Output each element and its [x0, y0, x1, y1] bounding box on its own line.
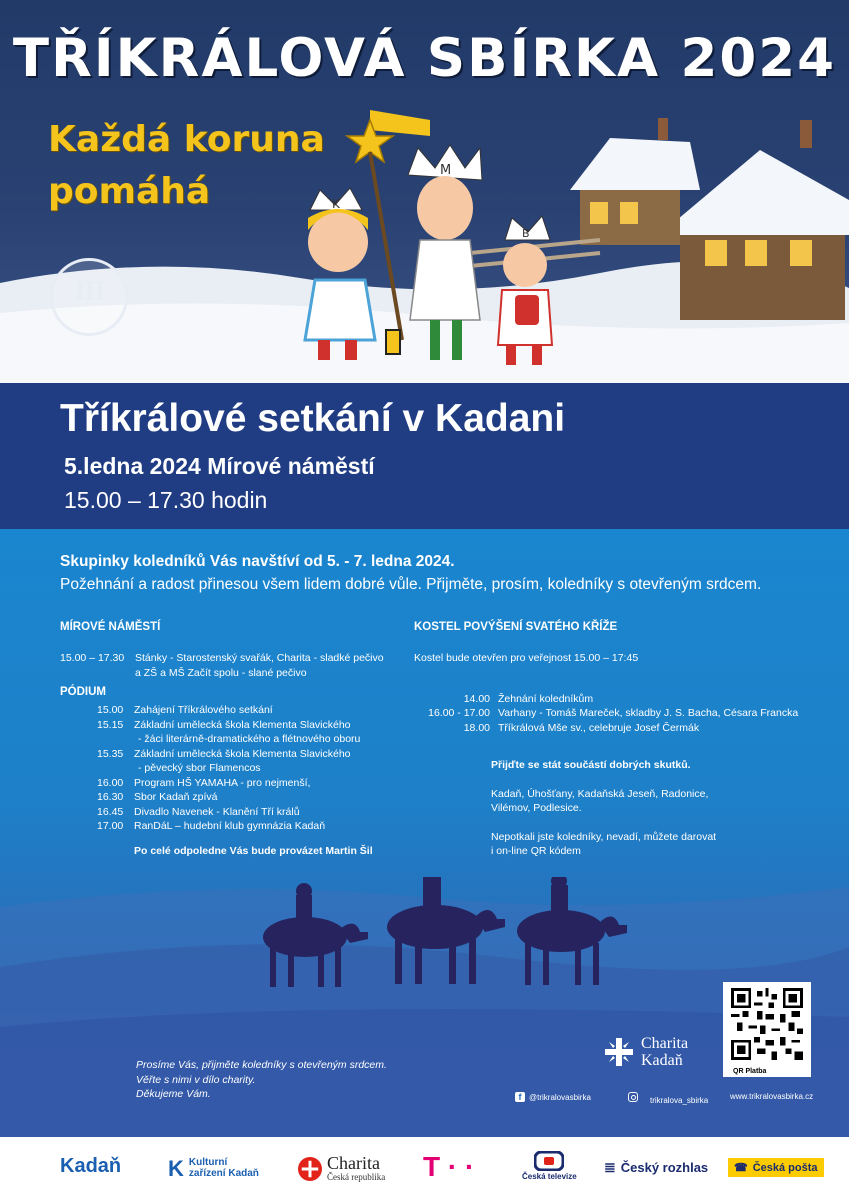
- intro-line-2: Požehnání a radost přinesou všem lidem dobré vůle. Přijměte, prosím, koledníky s otevřeným srdcem.: [60, 576, 762, 593]
- facebook-icon: f: [515, 1092, 525, 1102]
- three-kings-illustration: [290, 90, 849, 383]
- event-title: Tříkrálové setkání v Kadani: [60, 397, 566, 440]
- item-time: 15.00 – 17.30: [60, 652, 125, 664]
- item-text: Základní umělecká škola Klementa Slavického: [134, 718, 351, 731]
- closing-line-1: Prosíme Vás, přijměte koledníky s otevřeným srdcem.: [136, 1059, 387, 1071]
- item-subtext: - pěvecký sbor Flamencos: [138, 762, 261, 774]
- item-text: Zahájení Tříkrálového setkání: [134, 704, 273, 716]
- camel-landscape: [0, 877, 849, 1137]
- charita-cross-icon: [603, 1036, 635, 1068]
- website-url: www.trikralovasbirka.cz: [730, 1092, 814, 1101]
- slogan-line-2: pomáhá: [48, 171, 211, 212]
- list-item: [60, 703, 405, 718]
- lantern-icon: [386, 330, 400, 354]
- sponsor-posta-logo: [728, 1158, 824, 1177]
- item-subtext: - žáci literárně-dramatického a flétnového oboru: [138, 733, 361, 745]
- church-heading: KOSTEL POVÝŠENÍ SVATÉHO KŘÍŽE: [414, 621, 618, 633]
- sponsor-footer: [0, 1137, 849, 1200]
- charita-line-1: Charita: [641, 1035, 689, 1052]
- item-text: Tříkrálová Mše sv., celebruje Josef Čermák: [498, 721, 700, 734]
- poster-header: [0, 0, 849, 383]
- closing-message: [136, 1058, 387, 1102]
- item-text: Sbor Kadaň zpívá: [134, 791, 218, 803]
- item-time: 14.00: [463, 692, 490, 705]
- instagram-icon: [628, 1092, 638, 1102]
- item-text: a ZŠ a MŠ Začít spolu - slané pečivo: [135, 666, 307, 679]
- church-open-note: Kostel bude otevřen pro veřejnost 15.00 – 17:45: [414, 652, 639, 664]
- website-link[interactable]: [730, 1092, 813, 1101]
- sponsor-kadan-logo: [60, 1155, 121, 1178]
- item-text: Žehnání koledníkům: [498, 692, 594, 705]
- list-item: [60, 666, 405, 681]
- item-time: 15.15: [97, 718, 124, 731]
- item-time: 17.00: [97, 820, 124, 832]
- ct-logo-icon: [534, 1151, 564, 1171]
- places-line-1: Kadaň, Úhošťany, Kadaňská Jeseň, Radonice,: [491, 787, 709, 800]
- host-note: Po celé odpoledne Vás bude provázet Martin Šil: [134, 844, 373, 857]
- cottage-right-icon: [665, 120, 849, 320]
- list-item: [60, 805, 405, 820]
- item-text: Základní umělecká škola Klementa Slavického: [134, 747, 351, 760]
- k-mark-icon: K: [168, 1155, 184, 1181]
- three-kings-emblem-icon: III: [73, 277, 105, 307]
- instagram-handle: trikralova_sbirka: [650, 1096, 709, 1105]
- list-item: [60, 718, 405, 733]
- item-time: 16.00 - 17.00: [428, 707, 490, 719]
- item-time: 15.00: [97, 704, 124, 716]
- charita-kadan-logo: [603, 1035, 688, 1069]
- main-title: TŘÍKRÁLOVÁ SBÍRKA 2024: [12, 28, 837, 89]
- sponsor-kulturni-line-2: zařízení Kadaň: [188, 1168, 259, 1179]
- list-item: [60, 651, 405, 666]
- trikralova-sbirka-logo: [50, 258, 128, 336]
- king-m-figure: [408, 145, 482, 360]
- item-time: 16.30: [97, 791, 124, 803]
- list-item: [60, 776, 405, 791]
- host-note-row: [60, 844, 405, 859]
- sponsor-charita-name: Charita: [327, 1153, 380, 1173]
- list-item: [60, 819, 405, 834]
- program-section: [0, 529, 849, 1137]
- sponsor-ct-logo: [522, 1151, 577, 1181]
- list-item: [414, 721, 814, 736]
- item-text: Program HŠ YAMAHA - pro nejmenší,: [134, 776, 311, 789]
- donate-line-1: Nepotkali jste koledníky, nevadí, můžete darovat: [491, 830, 717, 843]
- collection-box-icon: [515, 295, 539, 325]
- sponsor-charita-cr-logo: [298, 1155, 385, 1182]
- crown-letter-m: M: [440, 163, 452, 178]
- instagram-link[interactable]: [628, 1088, 708, 1105]
- qr-payment-code[interactable]: [723, 982, 811, 1077]
- list-item: [414, 692, 814, 707]
- list-item: [60, 732, 405, 747]
- slogan-line-1: Každá koruna: [48, 119, 325, 160]
- list-item: [60, 747, 405, 762]
- call-to-action: Přijďte se stát součástí dobrých skutků.: [491, 759, 691, 771]
- charita-line-2: Kadaň: [641, 1052, 683, 1069]
- list-item: [414, 706, 814, 721]
- crown-letter-b: B: [522, 227, 530, 240]
- king-k-figure: [305, 188, 375, 360]
- slogan: [48, 114, 325, 218]
- item-text: RanDáL – hudební klub gymnázia Kadaň: [134, 820, 326, 832]
- sponsor-posta-text: Česká pošta: [752, 1161, 818, 1174]
- king-b-figure: [498, 216, 552, 365]
- intro-line-1: Skupinky koledníků Vás navštíví od 5. - 7. ledna 2024.: [60, 553, 455, 570]
- event-date-place: 5.ledna 2024 Mírové náměstí: [64, 453, 375, 479]
- event-banner: [0, 383, 849, 529]
- sponsor-charita-sub: Česká republika: [327, 1172, 386, 1182]
- charita-cross-icon: [298, 1157, 322, 1181]
- qr-code-icon: [729, 988, 805, 1060]
- item-text: Varhany - Tomáš Mareček, skladby J. S. Bacha, Césara Francka: [498, 707, 799, 719]
- closing-line-3: Děkujeme Vám.: [136, 1088, 211, 1100]
- closing-line-2: Věřte s nimi v dílo charity.: [136, 1073, 256, 1086]
- sponsor-rozhlas-logo: [604, 1159, 708, 1176]
- sponsor-tmobile-text: T · ·: [423, 1151, 475, 1182]
- square-heading: MÍROVÉ NÁMĚSTÍ: [60, 621, 161, 633]
- program-left-column: [60, 621, 405, 858]
- item-time: 15.35: [97, 747, 124, 760]
- item-time: 16.00: [97, 776, 124, 789]
- sponsor-kulturni-logo: [168, 1157, 259, 1179]
- program-right-column: [414, 621, 814, 859]
- sponsor-ct-text: Česká televize: [522, 1172, 577, 1181]
- places-line-2: Vilémov, Podlesice.: [491, 802, 582, 814]
- stage-heading: PÓDIUM: [60, 686, 106, 698]
- rozhlas-mark-icon: ≣: [604, 1159, 616, 1175]
- event-time: 15.00 – 17.30 hodin: [64, 487, 268, 513]
- facebook-link[interactable]: [515, 1092, 591, 1102]
- item-text: Stánky - Starostenský svařák, Charita - sladké pečivo: [135, 652, 384, 664]
- item-text: Divadlo Navenek - Klanění Tří králů: [134, 805, 300, 818]
- qr-label: QR Platba: [733, 1068, 767, 1075]
- posthorn-icon: ☎: [734, 1162, 748, 1174]
- sponsor-tmobile-logo: [423, 1151, 474, 1183]
- sponsor-rozhlas-text: Český rozhlas: [620, 1160, 709, 1175]
- list-item: [60, 790, 405, 805]
- facebook-handle: @trikralovasbirka: [529, 1092, 591, 1102]
- sponsor-kulturni-line-1: Kulturní: [188, 1157, 228, 1168]
- crown-letter-k: K: [332, 197, 340, 211]
- list-item: [60, 761, 405, 776]
- item-time: 18.00: [463, 721, 490, 734]
- item-time: 16.45: [97, 805, 124, 818]
- donate-line-2: i on-line QR kódem: [491, 845, 581, 857]
- sponsor-kadan-text: Kadaň: [60, 1155, 122, 1177]
